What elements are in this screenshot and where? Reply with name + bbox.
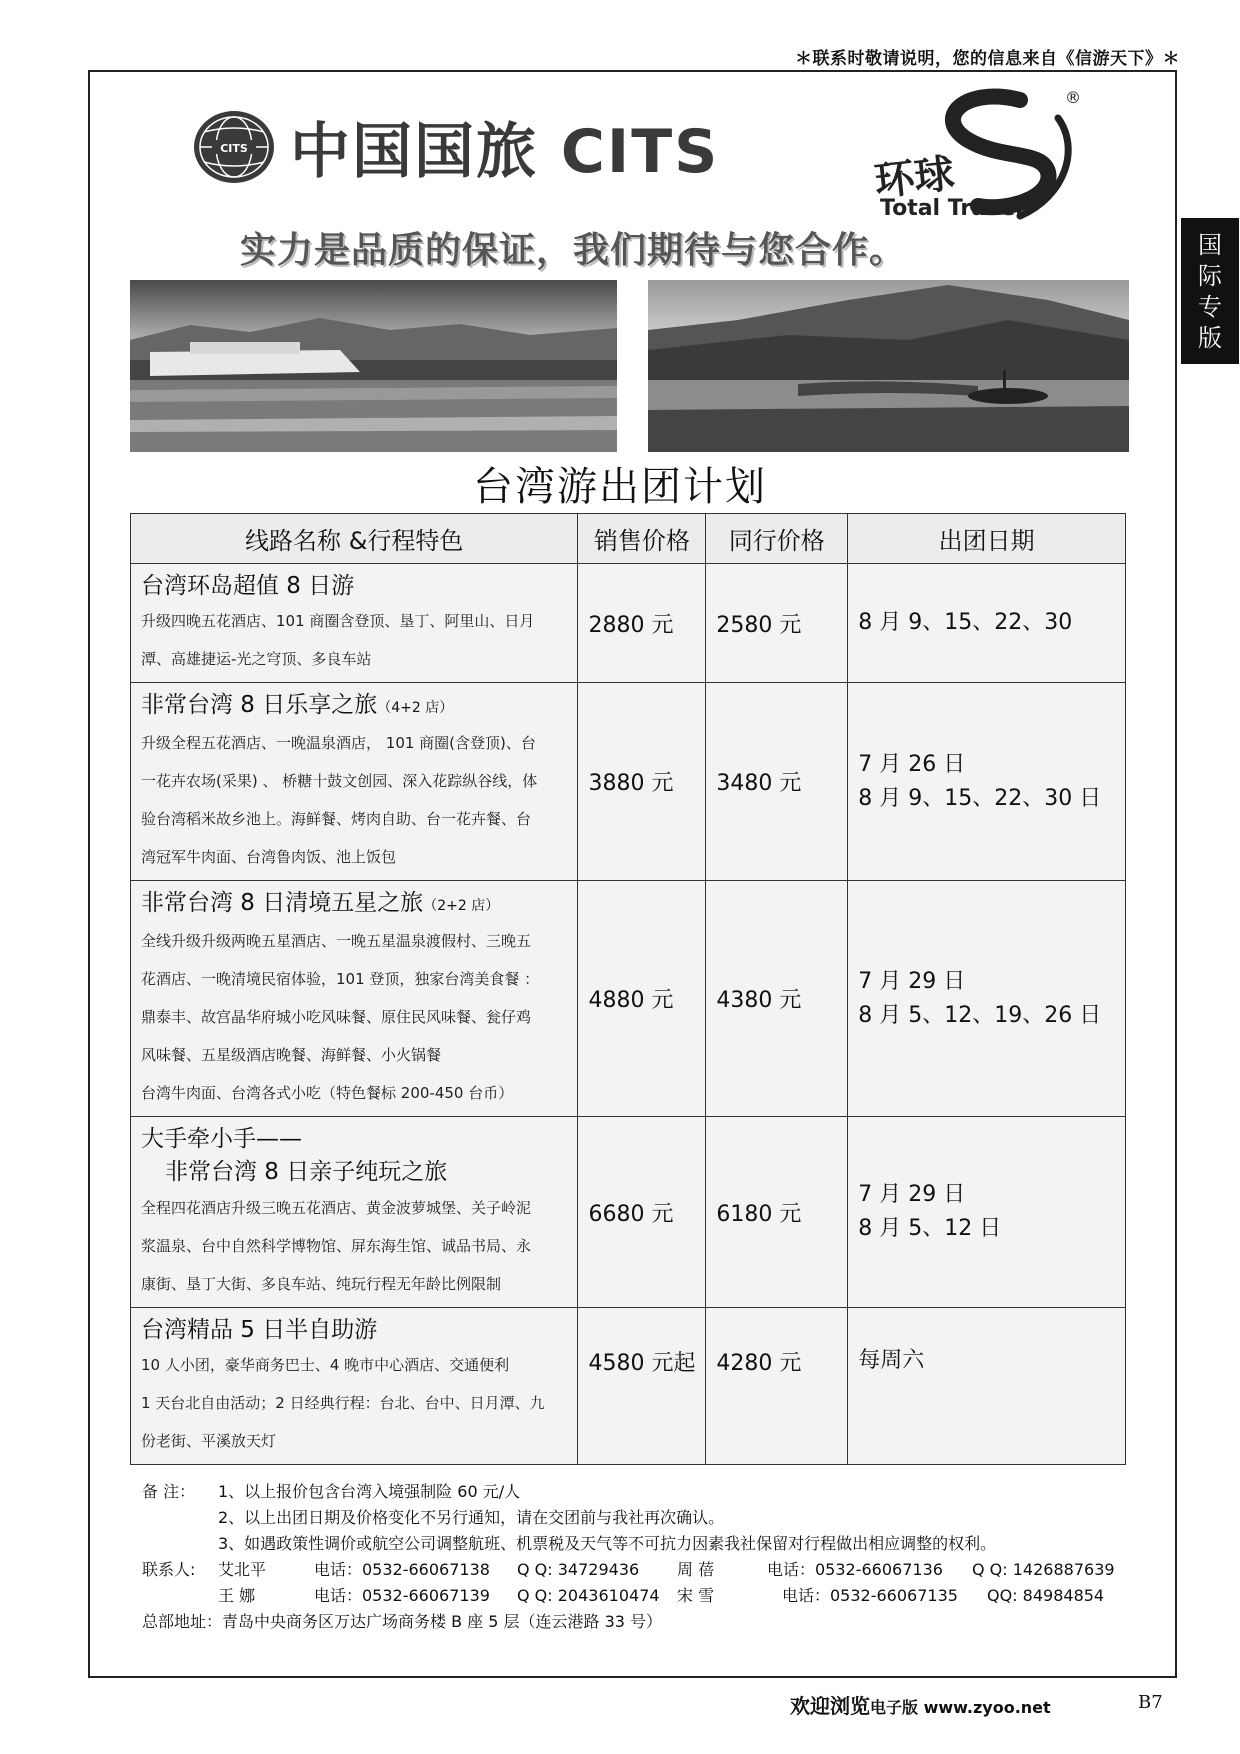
note-row [142,1530,1152,1556]
slogan: 实力是品质的保证，我们期待与您合作。 [240,229,907,271]
route-desc-line: 份老街、平溪放天灯 [141,1432,277,1450]
route-desc-line: 升级四晚五花酒店、101 商圈含登顶、垦丁、阿里山、日月 [141,612,535,630]
footer-welcome: 欢迎浏览电子版 www.zyoo.net [790,1694,1051,1718]
contact-phone: 电话：0532-66067139 [314,1586,490,1605]
route-cell [131,1308,578,1465]
route-cell [131,564,578,683]
note-row [142,1478,1152,1504]
departure-dates [848,1117,1126,1308]
contact-qq: Q Q: 34729436 [517,1560,640,1579]
cits-logo [188,106,798,188]
route-desc-line: 风味餐、五星级酒店晚餐、海鲜餐、小火锅餐 [141,1046,442,1064]
contact-phone: 电话：0532-66067135 [782,1586,958,1605]
peer-price: 2580 元 [706,564,848,683]
note-item: 3、如遇政策性调价或航空公司调整航班、机票税及天气等不可抗力因素我社保留对行程做出相应调整的权利。 [218,1534,997,1553]
photo-lake [648,280,1129,452]
date-line: 7 月 29 日 [858,968,966,994]
date-line: 8 月 5、12 日 [858,1216,1002,1241]
departure-dates [848,683,1126,881]
note-item: 1、以上报价包含台湾入境强制险 60 元/人 [218,1482,521,1501]
route-desc-line: 花酒店、一晚清境民宿体验，101 登顶，独家台湾美食餐 ： [141,970,540,988]
route-desc-line: 升级全程五花酒店、一晚温泉酒店， 101 商圈(含登顶)、台 [141,734,536,752]
contact-name: 王 娜 [218,1586,256,1605]
hq-address: 总部地址：青岛中央商务区万达广场商务楼 B 座 5 层（连云港路 33 号） [142,1612,663,1631]
route-desc-line: 湾冠军牛肉面、台湾鲁肉饭、池上饭包 [141,848,397,866]
sale-price: 4580 元起 [578,1308,706,1465]
route-desc-line: 台湾牛肉面、台湾各式小吃（特色餐标 200-450 台币） [141,1084,514,1102]
total-travel-en: Total Travel [880,196,1023,221]
route-desc-line: 一花卉农场(采果) 、 桥糖十鼓文创园、深入花踪纵谷线，体 [141,772,538,790]
address-row [142,1608,1152,1634]
contacts-label: 联系人: [142,1560,196,1579]
notes-label: 备 注： [142,1482,196,1501]
date-line: 8 月 5、12、19、26 日 [858,1002,1102,1028]
photo-harbor [130,280,617,452]
peer-price: 4280 元 [706,1308,848,1465]
route-desc-line: 全线升级升级两晚五星酒店、一晚五星温泉渡假村、三晚五 [141,932,532,950]
route-desc-line: 全程四花酒店升级三晚五花酒店、黄金波萝城堡、关子岭泥 [141,1199,532,1217]
header-note: ＊联系时敬请说明，您的信息来自《信游天下》＊ [795,49,1180,69]
total-travel-logo [870,88,1085,228]
sale-price: 2880 元 [578,564,706,683]
route-desc-line: 鼎泰丰、故宫晶华府城小吃风味餐、原住民风味餐、瓮仔鸡 [141,1008,532,1026]
table-row [131,1117,1126,1308]
table-header-row [131,514,1126,564]
contact-qq: QQ: 84984854 [987,1586,1105,1605]
sale-price: 4880 元 [578,881,706,1117]
route-name: 非常台湾 8 日清境五星之旅（2+2 店） [141,890,500,916]
page-footer [0,1690,1240,1720]
route-desc-line: 1 天台北自由活动；2 日经典行程：台北、台中、日月潭、九 [141,1394,545,1412]
peer-price: 6180 元 [706,1117,848,1308]
departure-dates [848,1308,1126,1465]
route-cell [131,683,578,881]
cits-globe-icon [188,106,280,188]
section-tab-char: 专 [1198,293,1222,321]
contact-phone: 电话：0532-66067136 [767,1560,943,1579]
table-row [131,1308,1126,1465]
date-line: 7 月 29 日 [858,1182,966,1207]
cits-logo-text: 中国国旅 CITS [290,117,720,187]
route-name: 台湾精品 5 日半自助游 [141,1317,378,1343]
section-tab-char: 版 [1198,324,1222,352]
contact-row [142,1582,1152,1608]
contact-name: 艾北平 [218,1560,267,1579]
column-header-peer-price: 同行价格 [706,514,848,564]
section-tab [1181,218,1239,364]
route-shop-note: （2+2 店） [423,898,500,914]
contact-name: 宋 雪 [677,1586,715,1605]
total-travel-cn: 环球 [872,149,957,206]
table-row [131,683,1126,881]
route-name: 台湾环岛超值 8 日游 [141,573,355,599]
contact-qq: Q Q: 2043610474 [517,1586,660,1605]
table-row [131,564,1126,683]
date-line: 8 月 9、15、22、30 日 [858,785,1102,811]
departure-dates [848,881,1126,1117]
route-desc-line: 浆温泉、台中自然科学博物馆、屏东海生馆、诚品书局、永 [141,1237,532,1255]
section-tab-char: 际 [1198,262,1222,290]
tour-plan-table [130,513,1126,1465]
route-desc-line: 康街、垦丁大街、多良车站、纯玩行程无年龄比例限制 [141,1275,502,1293]
route-desc-line: 验台湾稻米故乡池上。海鲜餐、烤肉自助、台一花卉餐、台 [141,810,532,828]
svg-text:CITS: CITS [220,142,248,155]
page-number: B7 [1138,1692,1163,1713]
peer-price: 3480 元 [706,683,848,881]
departure-dates [848,564,1126,683]
route-cell [131,1117,578,1308]
sale-price: 3880 元 [578,683,706,881]
registered-mark: ® [1065,88,1081,107]
column-header-sale-price: 销售价格 [578,514,706,564]
column-header-route: 线路名称 &行程特色 [131,514,578,564]
contact-name: 周 蓓 [677,1560,715,1579]
sale-price: 6680 元 [578,1117,706,1308]
route-name: 大手牵小手—— [141,1126,302,1152]
date-line: 8 月 9、15、22、30 [858,610,1073,635]
contact-row [142,1556,1152,1582]
note-row [142,1504,1152,1530]
note-item: 2、以上出团日期及价格变化不另行通知，请在交团前与我社再次确认。 [218,1508,725,1527]
page-title: 台湾游出团计划 [473,464,767,510]
route-desc-line: 10 人小团，豪华商务巴士、4 晚市中心酒店、交通便利 [141,1356,510,1374]
section-tab-char: 国 [1198,231,1222,259]
table-row [131,881,1126,1117]
peer-price: 4380 元 [706,881,848,1117]
route-shop-note: （4+2 店） [377,700,454,716]
route-name: 非常台湾 8 日乐享之旅（4+2 店） [141,692,454,718]
route-name-line2: 非常台湾 8 日亲子纯玩之旅 [165,1159,448,1185]
route-cell [131,881,578,1117]
notes-section [142,1478,1152,1634]
contact-qq: Q Q: 1426887639 [972,1560,1115,1579]
route-desc-line: 潭、高雄捷运-光之穹顶、多良车站 [141,650,372,668]
date-line: 7 月 26 日 [858,751,966,777]
column-header-dates: 出团日期 [848,514,1126,564]
footer-edition: 电子版 www.zyoo.net [870,1698,1051,1717]
date-line: 每周六 [858,1348,925,1373]
contact-phone: 电话：0532-66067138 [314,1560,490,1579]
